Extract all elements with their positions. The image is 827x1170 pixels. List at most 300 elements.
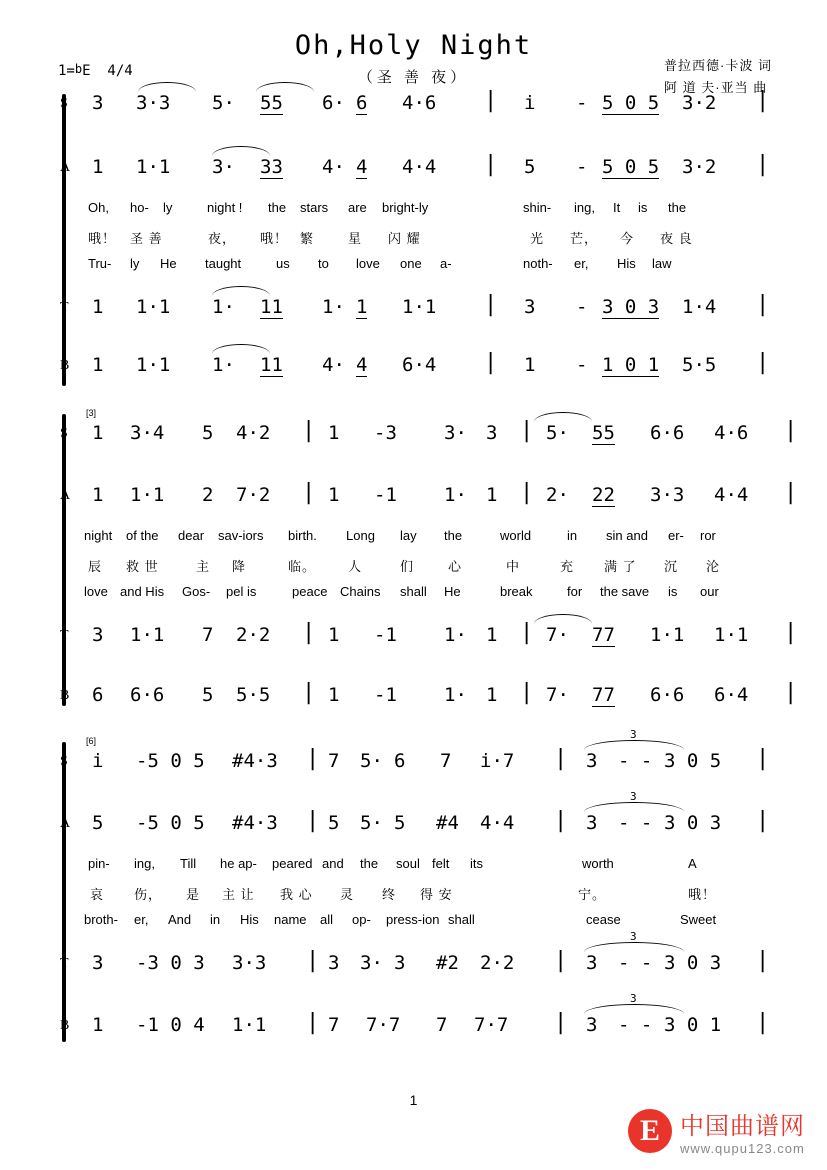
note: 4·6 bbox=[714, 422, 749, 444]
lyric-syllable: dear bbox=[178, 528, 205, 543]
note: 1 bbox=[92, 422, 104, 444]
note: 3· bbox=[444, 422, 467, 444]
note: 3 0 3 bbox=[664, 952, 722, 974]
lyric-syllable: 哦！ bbox=[688, 887, 717, 902]
lyric-syllable: 中 bbox=[506, 559, 521, 574]
barline: | bbox=[484, 88, 498, 113]
voice-label-soprano: S bbox=[60, 426, 68, 441]
note: 1· bbox=[444, 624, 467, 646]
note: 6 bbox=[92, 684, 104, 706]
lyric-syllable: It bbox=[613, 200, 621, 215]
lyric-syllable: 沦 bbox=[706, 559, 721, 574]
barline: | bbox=[756, 1010, 770, 1035]
time-signature: 4/4 bbox=[107, 63, 133, 79]
lyric-syllable: ror bbox=[700, 528, 716, 543]
lyric-syllable: ing, bbox=[574, 200, 595, 215]
note: - bbox=[576, 92, 588, 114]
note: 3 bbox=[394, 952, 406, 974]
note: 1 bbox=[486, 684, 498, 706]
lyric-syllable: op- bbox=[352, 912, 371, 927]
lyric-syllable: and bbox=[322, 856, 344, 871]
note: 2 bbox=[202, 484, 214, 506]
note: 5 bbox=[202, 422, 214, 444]
notes-tenor bbox=[84, 620, 827, 666]
lyric-syllable: noth- bbox=[523, 256, 553, 271]
lyric-syllable: break bbox=[500, 584, 533, 599]
note: 7 bbox=[328, 1014, 340, 1036]
staff-tenor bbox=[0, 930, 827, 994]
lyric-syllable: er- bbox=[668, 528, 684, 543]
notes-soprano bbox=[84, 728, 827, 792]
slur bbox=[534, 412, 592, 422]
barline: | bbox=[554, 746, 568, 771]
note: 22 bbox=[592, 484, 615, 506]
note: 1·1 bbox=[650, 624, 685, 646]
barline: | bbox=[306, 1010, 320, 1035]
note: 3 0 3 bbox=[602, 296, 660, 318]
page-subtitle: （圣 善 夜） bbox=[357, 69, 470, 86]
lyric-syllable: 满 了 bbox=[604, 559, 637, 574]
note: 1· bbox=[444, 684, 467, 706]
site-url: www.qupu123.com bbox=[680, 1141, 805, 1156]
note: -5 0 5 bbox=[136, 812, 205, 834]
barline: | bbox=[520, 680, 534, 705]
lyric-syllable: He bbox=[160, 256, 177, 271]
note: 1 bbox=[328, 422, 340, 444]
page-number: 1 bbox=[409, 1092, 418, 1108]
lyric-syllable: us bbox=[276, 256, 290, 271]
lyric-syllable: A bbox=[688, 856, 697, 871]
note: 1·1 bbox=[136, 354, 171, 376]
lyric-syllable: in bbox=[210, 912, 221, 927]
note: 1·1 bbox=[714, 624, 749, 646]
note: 55 bbox=[592, 422, 615, 444]
lyric-syllable: lay bbox=[400, 528, 417, 543]
barline: | bbox=[756, 746, 770, 771]
lyric-syllable: and His bbox=[120, 584, 165, 599]
lyric-syllable: soul bbox=[396, 856, 420, 871]
lyric-syllable: the save bbox=[600, 584, 650, 599]
lyric-syllable: His bbox=[617, 256, 636, 271]
staff-soprano bbox=[0, 418, 827, 464]
note: 5·5 bbox=[236, 684, 271, 706]
lyric-syllable: 哀 bbox=[90, 887, 105, 902]
note: - - bbox=[618, 812, 653, 834]
note: 3 bbox=[92, 92, 104, 114]
note: 2·2 bbox=[236, 624, 271, 646]
note: 1· bbox=[212, 296, 235, 318]
voice-label-soprano: S bbox=[60, 96, 68, 111]
tuplet-bracket bbox=[584, 1004, 684, 1014]
note: 7·7 bbox=[474, 1014, 509, 1036]
system-1 bbox=[0, 88, 827, 388]
note: 1 bbox=[328, 624, 340, 646]
staff-tenor bbox=[0, 292, 827, 338]
note: 77 bbox=[592, 624, 615, 646]
tuplet-number: 3 bbox=[630, 728, 637, 741]
lyric-syllable: ing, bbox=[134, 856, 155, 871]
notes-alto bbox=[84, 152, 827, 198]
note: 1 bbox=[328, 484, 340, 506]
note: 3 bbox=[586, 812, 598, 834]
barline: | bbox=[520, 418, 534, 443]
lyric-syllable: 哦！ bbox=[88, 231, 117, 246]
lyric-syllable: ly bbox=[163, 200, 173, 215]
lyric-syllable: 灵 bbox=[340, 887, 355, 902]
note: 1·1 bbox=[402, 296, 437, 318]
lyric-syllable: world bbox=[500, 528, 532, 543]
staff-soprano bbox=[0, 728, 827, 792]
note: i bbox=[92, 750, 104, 772]
voice-label-alto: A bbox=[60, 816, 71, 831]
site-name: 中国曲谱网 bbox=[680, 1114, 805, 1140]
lyric-syllable: one bbox=[400, 256, 422, 271]
note: 6·4 bbox=[714, 684, 749, 706]
note: 1· bbox=[322, 296, 345, 318]
note: 5 bbox=[328, 812, 340, 834]
lyric-syllable: a- bbox=[440, 256, 452, 271]
tuplet-bracket bbox=[584, 740, 684, 750]
note: 1·1 bbox=[232, 1014, 267, 1036]
voice-label-bass: B bbox=[60, 358, 70, 373]
lyric-syllable: Sweet bbox=[680, 912, 717, 927]
voice-label-tenor: T bbox=[60, 956, 69, 971]
note: 5 bbox=[202, 684, 214, 706]
voice-label-alto: A bbox=[60, 160, 71, 175]
lyric-syllable: 芒， bbox=[570, 231, 599, 246]
note: - bbox=[576, 296, 588, 318]
lyric-syllable: Long bbox=[346, 528, 375, 543]
lyric-syllable: love bbox=[356, 256, 380, 271]
note: 1 bbox=[328, 684, 340, 706]
lyric-syllable: shall bbox=[400, 584, 427, 599]
barline: | bbox=[756, 152, 770, 177]
lyric-syllable: are bbox=[348, 200, 367, 215]
lyric-syllable: 今 bbox=[620, 231, 635, 246]
lyric-syllable: is bbox=[638, 200, 648, 215]
lyric-syllable: Gos- bbox=[182, 584, 211, 599]
lyric-syllable: peared bbox=[272, 856, 313, 871]
note: 3 0 5 bbox=[664, 750, 722, 772]
lyric-syllable: the bbox=[444, 528, 463, 543]
note: 3·2 bbox=[682, 92, 717, 114]
lyric-syllable: 星 bbox=[348, 231, 363, 246]
tuplet-number: 3 bbox=[630, 790, 637, 803]
note: 1·1 bbox=[130, 484, 165, 506]
note: #2 bbox=[436, 952, 459, 974]
note: 6· bbox=[322, 92, 345, 114]
tuplet-bracket bbox=[584, 942, 684, 952]
note: 1 bbox=[92, 296, 104, 318]
lyric-syllable: He bbox=[444, 584, 461, 599]
lyric-syllable: 救 世 bbox=[126, 559, 159, 574]
lyric-syllable: sin and bbox=[606, 528, 648, 543]
lyric-syllable: name bbox=[274, 912, 307, 927]
barline: | bbox=[484, 292, 498, 317]
barline: | bbox=[784, 620, 798, 645]
lyric-syllable: he ap- bbox=[220, 856, 257, 871]
lyric-syllable: pin- bbox=[88, 856, 110, 871]
lyric-syllable: Tru- bbox=[88, 256, 112, 271]
note: 5 0 5 bbox=[602, 92, 660, 114]
note: 7· bbox=[546, 624, 569, 646]
note: 5 bbox=[524, 156, 536, 178]
lyric-syllable: 伤， bbox=[134, 887, 163, 902]
note: #4·3 bbox=[232, 812, 278, 834]
note: 1 bbox=[92, 156, 104, 178]
note: 4· bbox=[322, 156, 345, 178]
lyric-syllable: bright-ly bbox=[382, 200, 429, 215]
staff-alto bbox=[0, 790, 827, 854]
note: -3 0 3 bbox=[136, 952, 205, 974]
note: - bbox=[576, 354, 588, 376]
lyric-syllable: taught bbox=[205, 256, 242, 271]
barline: | bbox=[302, 680, 316, 705]
lyric-syllable: 降 bbox=[232, 559, 247, 574]
staff-alto bbox=[0, 480, 827, 526]
flat-icon: b bbox=[74, 62, 83, 76]
staff-bass bbox=[0, 992, 827, 1056]
lyric-syllable: 闪 耀 bbox=[388, 231, 421, 246]
notes-alto bbox=[84, 790, 827, 854]
voice-label-bass: B bbox=[60, 1018, 70, 1033]
barline: | bbox=[756, 808, 770, 833]
tuplet-number: 3 bbox=[630, 930, 637, 943]
note: 4·4 bbox=[714, 484, 749, 506]
note: 1 bbox=[486, 484, 498, 506]
lyric-syllable: 心 bbox=[448, 559, 463, 574]
note: 4 bbox=[356, 354, 368, 376]
lyric-syllable: peace bbox=[292, 584, 328, 599]
note: 4·4 bbox=[480, 812, 515, 834]
note: 11 bbox=[260, 296, 283, 318]
slur bbox=[212, 146, 270, 156]
note: 3·4 bbox=[130, 422, 165, 444]
note: 5· bbox=[212, 92, 235, 114]
measure-number: [3] bbox=[86, 408, 97, 418]
note: i·7 bbox=[480, 750, 515, 772]
voice-label-bass: B bbox=[60, 688, 70, 703]
note: 3 bbox=[92, 952, 104, 974]
watermark-text bbox=[680, 1106, 805, 1156]
note: 3 bbox=[586, 750, 598, 772]
barline: | bbox=[554, 948, 568, 973]
barline: | bbox=[554, 808, 568, 833]
note: - - bbox=[618, 952, 653, 974]
lyric-syllable: sav-iors bbox=[218, 528, 264, 543]
lyric-syllable: its bbox=[470, 856, 483, 871]
barline: | bbox=[784, 418, 798, 443]
lyric-syllable: ly bbox=[130, 256, 140, 271]
note: -1 bbox=[374, 624, 397, 646]
barline: | bbox=[756, 292, 770, 317]
system-2 bbox=[0, 408, 827, 708]
barline: | bbox=[756, 350, 770, 375]
lyric-syllable: shall bbox=[448, 912, 475, 927]
voice-label-tenor: T bbox=[60, 628, 69, 643]
note: 55 bbox=[260, 92, 283, 114]
note: 6·6 bbox=[650, 684, 685, 706]
lyric-syllable: 是 bbox=[186, 887, 201, 902]
note: -1 bbox=[374, 684, 397, 706]
key-letter: E bbox=[82, 63, 91, 79]
note: 1· bbox=[212, 354, 235, 376]
note: 4·6 bbox=[402, 92, 437, 114]
note: 1 bbox=[92, 354, 104, 376]
note: 7 bbox=[440, 750, 452, 772]
barline: | bbox=[302, 418, 316, 443]
lyric-syllable: 人 bbox=[348, 559, 363, 574]
note: 2· bbox=[546, 484, 569, 506]
note: -1 0 4 bbox=[136, 1014, 205, 1036]
note: 7 bbox=[328, 750, 340, 772]
note: 3·3 bbox=[136, 92, 171, 114]
lyric-syllable: 宁。 bbox=[578, 887, 607, 902]
lyric-syllable: love bbox=[84, 584, 108, 599]
slur bbox=[212, 286, 270, 296]
barline: | bbox=[554, 1010, 568, 1035]
lyric-syllable: birth. bbox=[288, 528, 317, 543]
notes-bass bbox=[84, 680, 827, 726]
lyric-syllable: the bbox=[668, 200, 687, 215]
note: 6·6 bbox=[650, 422, 685, 444]
note: 5 0 5 bbox=[602, 156, 660, 178]
note: 1·1 bbox=[136, 296, 171, 318]
lyric-syllable: pel is bbox=[226, 584, 257, 599]
barline: | bbox=[302, 620, 316, 645]
note: 1·1 bbox=[136, 156, 171, 178]
barline: | bbox=[784, 480, 798, 505]
lyric-syllable: And bbox=[168, 912, 192, 927]
note: #4 bbox=[436, 812, 459, 834]
lyric-syllable: 夜， bbox=[208, 231, 237, 246]
lyric-syllable: 夜 良 bbox=[660, 231, 693, 246]
note: - - bbox=[618, 1014, 653, 1036]
staff-soprano bbox=[0, 88, 827, 134]
notes-tenor bbox=[84, 930, 827, 994]
lyric-syllable: press-ion bbox=[386, 912, 440, 927]
note: 3·3 bbox=[650, 484, 685, 506]
note: 1 0 1 bbox=[602, 354, 660, 376]
tuplet-bracket bbox=[584, 802, 684, 812]
lyric-syllable: 得 安 bbox=[420, 887, 453, 902]
lyric-syllable: to bbox=[318, 256, 329, 271]
note: 3 bbox=[586, 952, 598, 974]
note: 1 bbox=[524, 354, 536, 376]
notes-soprano bbox=[84, 418, 827, 464]
note: 3 bbox=[328, 952, 340, 974]
note: 3·2 bbox=[682, 156, 717, 178]
note: 4· bbox=[322, 354, 345, 376]
note: 3 bbox=[524, 296, 536, 318]
barline: | bbox=[520, 620, 534, 645]
lyric-syllable: our bbox=[700, 584, 719, 599]
lyric-syllable: 主 bbox=[196, 559, 211, 574]
barline: | bbox=[756, 88, 770, 113]
lyric-syllable: the bbox=[268, 200, 287, 215]
key-signature-label: 1= bbox=[58, 63, 75, 79]
lyric-syllable: is bbox=[668, 584, 678, 599]
lyric-syllable: in bbox=[567, 528, 578, 543]
notes-alto bbox=[84, 480, 827, 526]
voice-label-alto: A bbox=[60, 488, 71, 503]
note: - bbox=[576, 156, 588, 178]
lyric-syllable: night bbox=[84, 528, 113, 543]
lyric-syllable: er, bbox=[134, 912, 149, 927]
note: 7 bbox=[202, 624, 214, 646]
note: 3 bbox=[486, 422, 498, 444]
barline: | bbox=[784, 680, 798, 705]
lyric-syllable: of the bbox=[126, 528, 159, 543]
lyric-syllable: law bbox=[652, 256, 672, 271]
lyric-syllable: stars bbox=[300, 200, 329, 215]
note: 1 bbox=[356, 296, 368, 318]
barline: | bbox=[306, 948, 320, 973]
page-title: Oh,Holy Night bbox=[294, 30, 533, 61]
lyric-syllable: shin- bbox=[523, 200, 552, 215]
note: #4·3 bbox=[232, 750, 278, 772]
note: 3 0 3 bbox=[664, 812, 722, 834]
note: 11 bbox=[260, 354, 283, 376]
staff-alto bbox=[0, 152, 827, 198]
voice-label-tenor: T bbox=[60, 300, 69, 315]
lyric-syllable: ho- bbox=[130, 200, 149, 215]
note: 5· bbox=[546, 422, 569, 444]
note: -3 bbox=[374, 422, 397, 444]
barline: | bbox=[302, 480, 316, 505]
barline: | bbox=[306, 746, 320, 771]
lyric-syllable: cease bbox=[586, 912, 621, 927]
lyric-syllable: 繁 bbox=[300, 231, 315, 246]
system-brace bbox=[62, 94, 66, 386]
notes-tenor bbox=[84, 292, 827, 338]
lyric-syllable: 辰 bbox=[88, 559, 103, 574]
note: 1· bbox=[444, 484, 467, 506]
lyric-syllable: 我 心 bbox=[280, 887, 313, 902]
note: 6·4 bbox=[402, 354, 437, 376]
lyric-syllable: broth- bbox=[84, 912, 118, 927]
note: 7· bbox=[546, 684, 569, 706]
note: 3· bbox=[360, 952, 383, 974]
lyric-syllable: 圣 善 bbox=[130, 231, 163, 246]
note: 4·4 bbox=[402, 156, 437, 178]
note: 3·3 bbox=[232, 952, 267, 974]
lyric-syllable: for bbox=[567, 584, 583, 599]
lyric-syllable: 主 让 bbox=[222, 887, 255, 902]
note: 7·7 bbox=[366, 1014, 401, 1036]
note: 4·2 bbox=[236, 422, 271, 444]
note: 1 bbox=[92, 484, 104, 506]
barline: | bbox=[756, 948, 770, 973]
note: 1 bbox=[92, 1014, 104, 1036]
notes-soprano bbox=[84, 88, 827, 134]
slur bbox=[534, 614, 592, 624]
staff-bass bbox=[0, 350, 827, 396]
note: 1·4 bbox=[682, 296, 717, 318]
lyric-syllable: all bbox=[320, 912, 334, 927]
note: 33 bbox=[260, 156, 283, 178]
lyric-syllable: 终 bbox=[382, 887, 397, 902]
staff-bass bbox=[0, 680, 827, 726]
note: - - bbox=[618, 750, 653, 772]
note: 7·2 bbox=[236, 484, 271, 506]
site-logo-icon: E bbox=[628, 1109, 672, 1153]
note: 5· bbox=[360, 812, 383, 834]
note: 3 0 1 bbox=[664, 1014, 722, 1036]
note: 6 bbox=[356, 92, 368, 114]
watermark bbox=[628, 1106, 805, 1156]
note: 5· bbox=[360, 750, 383, 772]
